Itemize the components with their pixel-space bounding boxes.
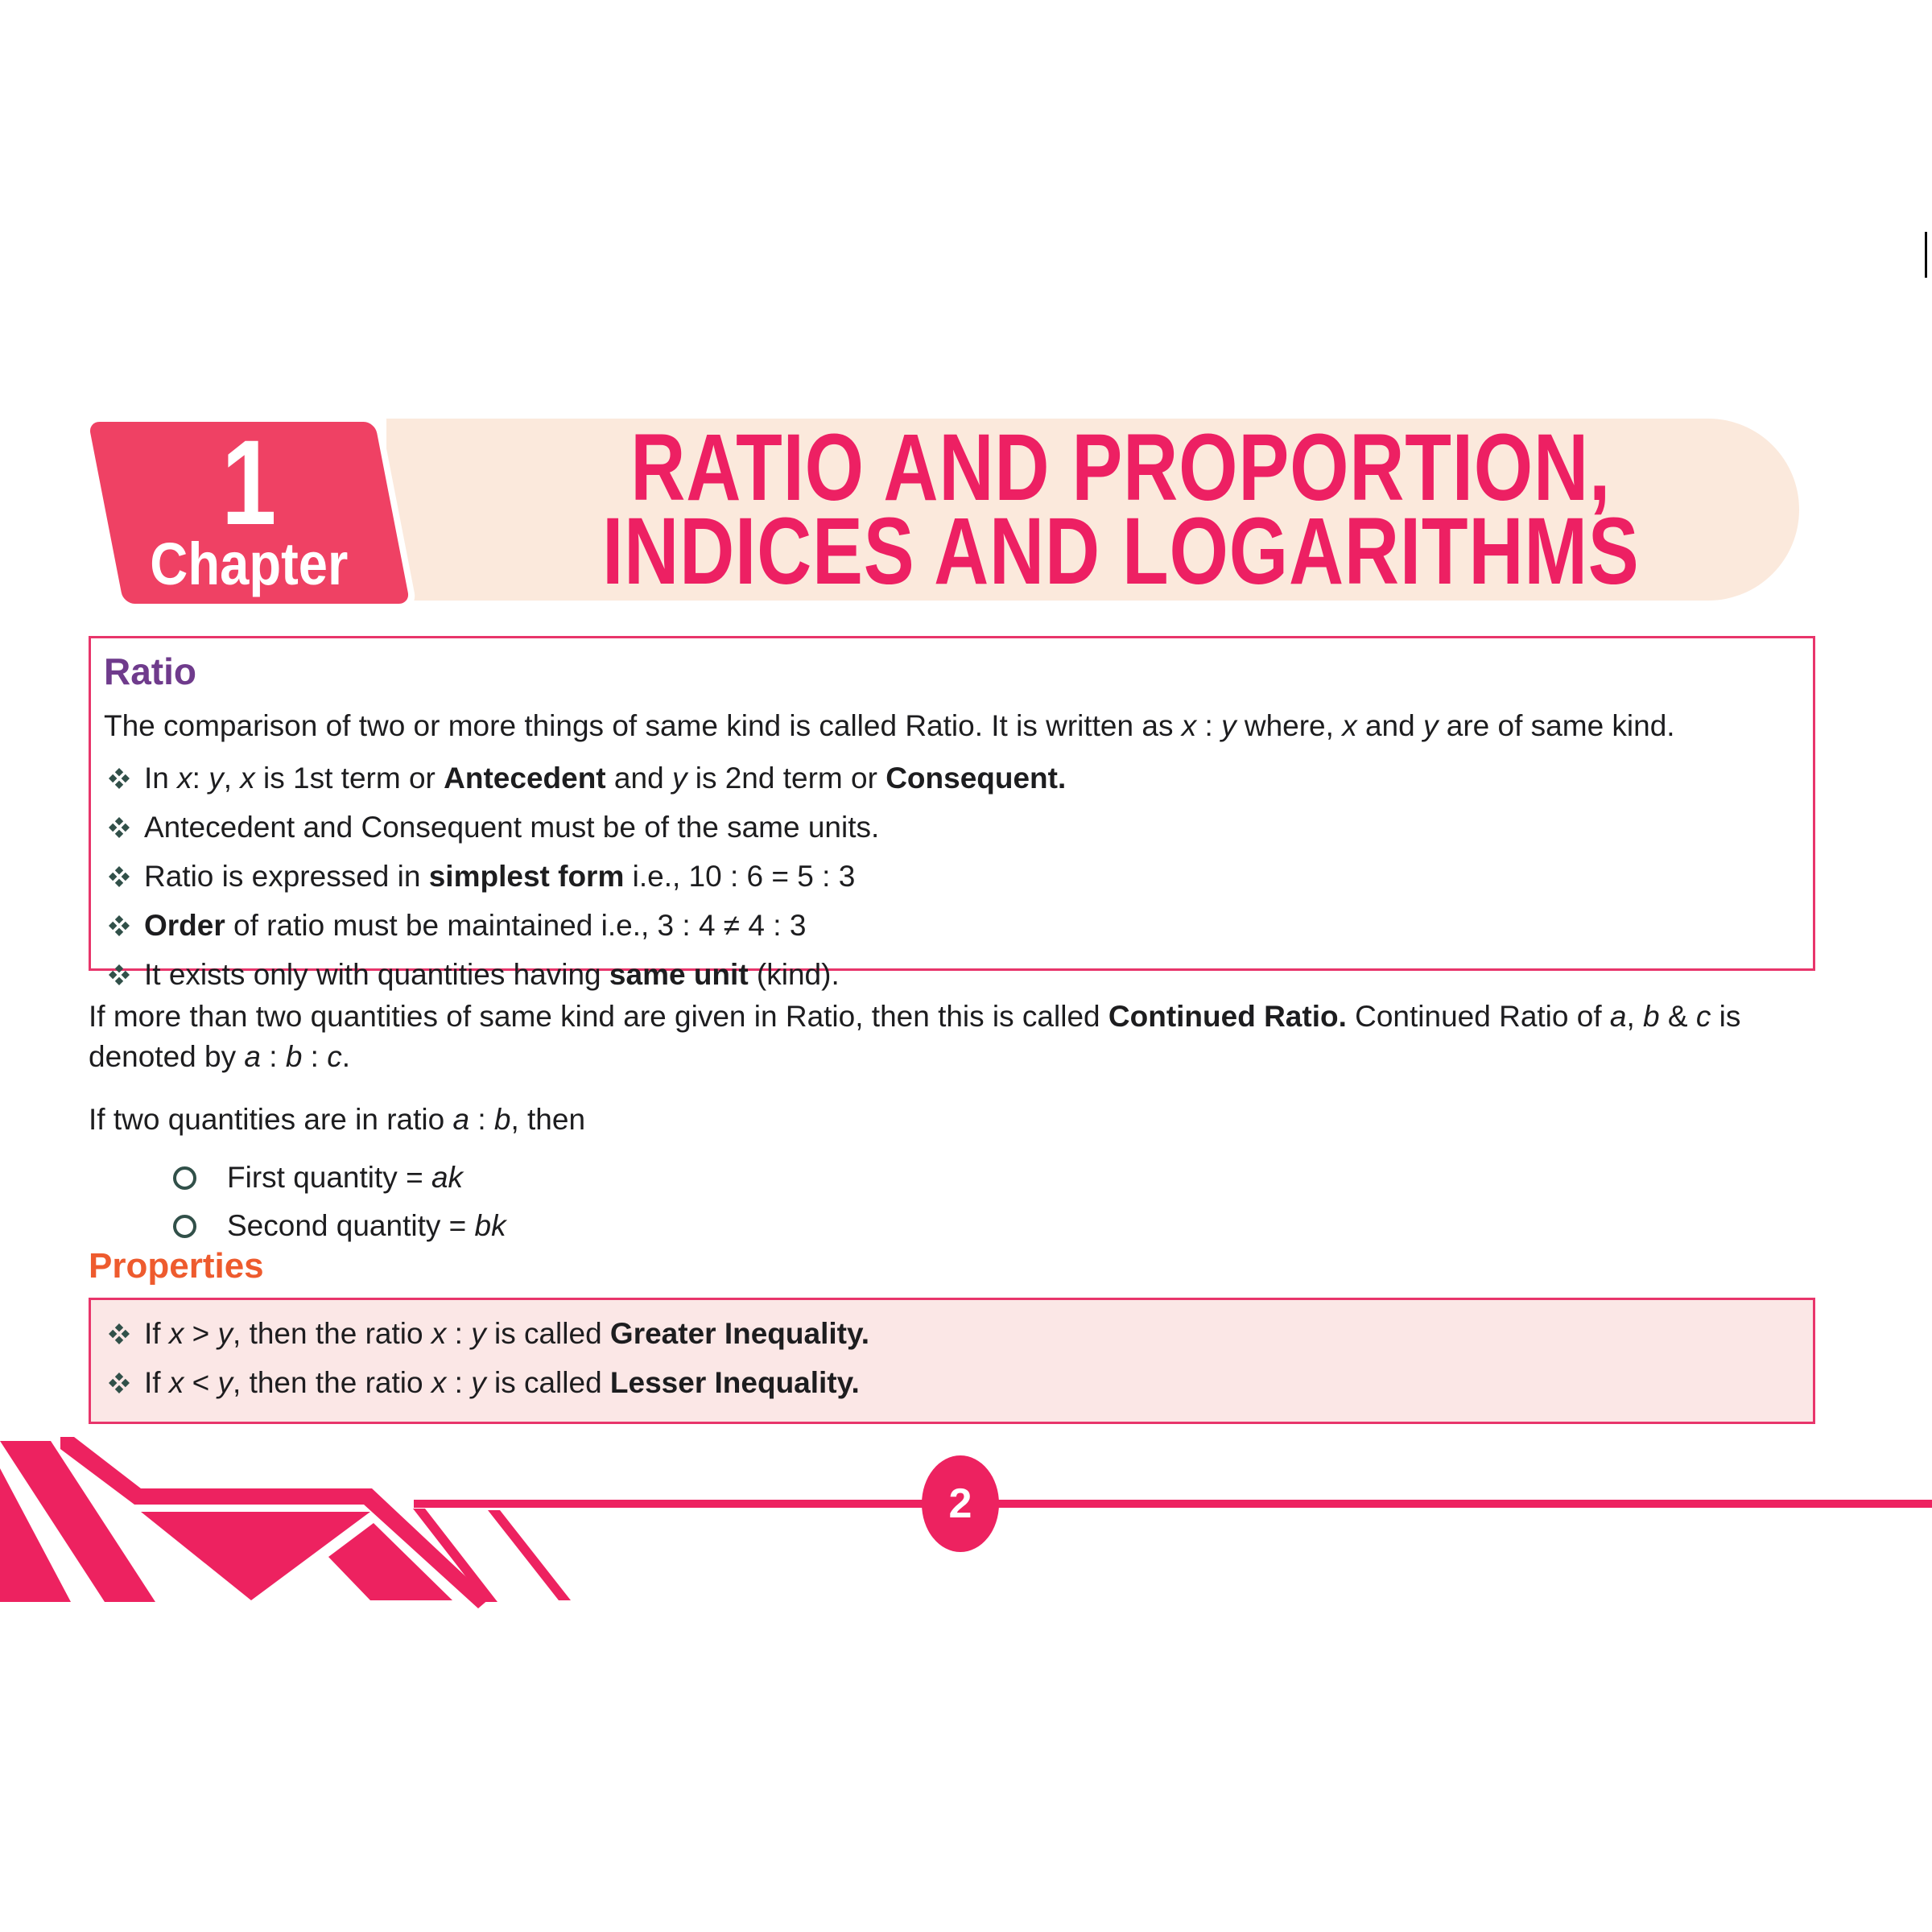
ratio-bullet-text: Ratio is expressed in simplest form i.e., 10 : 6 = 5 : 3 bbox=[144, 860, 856, 893]
crop-mark bbox=[1925, 232, 1927, 278]
ratio-bullet-row bbox=[109, 808, 1795, 847]
chapter-number: 1 bbox=[221, 415, 277, 550]
chapter-label: Chapter bbox=[150, 530, 349, 597]
sub-bullet-row bbox=[173, 1206, 506, 1246]
footer-rule-line bbox=[414, 1500, 1932, 1508]
ratio-bullet-text: It exists only with quantities having same unit (kind). bbox=[144, 958, 840, 991]
chapter-title-line2: INDICES AND LOGARITHMS bbox=[602, 498, 1640, 605]
diamond-bullet-icon bbox=[109, 768, 130, 789]
properties-bullet-row bbox=[109, 1315, 1795, 1353]
sub-bullet-text: First quantity = ak bbox=[227, 1161, 464, 1194]
diamond-bullet-icon bbox=[109, 915, 130, 936]
ring-bullet-icon bbox=[173, 1215, 196, 1238]
chapter-number-badge-inner bbox=[106, 415, 393, 604]
properties-heading: Properties bbox=[89, 1246, 264, 1286]
diamond-bullet-icon bbox=[109, 817, 130, 838]
properties-box bbox=[89, 1298, 1815, 1424]
decoration-thin-stroke bbox=[488, 1510, 571, 1600]
diamond-bullet-icon bbox=[109, 964, 130, 985]
properties-bullet-text: If x < y, then the ratio x : y is called Lesser Inequality. bbox=[144, 1366, 860, 1399]
chapter-title-line1: RATIO AND PROPORTION, bbox=[630, 415, 1612, 521]
ratio-definition-box bbox=[89, 636, 1815, 991]
corner-decoration bbox=[0, 1426, 580, 1610]
diamond-bullet-icon bbox=[109, 1373, 130, 1393]
page-number: 2 bbox=[948, 1480, 972, 1527]
sub-bullet-text: Second quantity = bk bbox=[227, 1209, 506, 1242]
ratio-bullet-text: Order of ratio must be maintained i.e., 3 : 4 ≠ 4 : 3 bbox=[144, 909, 807, 942]
ratio-lead-paragraph: If two quantities are in ratio a : b, then bbox=[89, 1103, 586, 1136]
chapter-number-badge bbox=[80, 415, 418, 610]
ratio-bullet-row bbox=[109, 759, 1795, 798]
chapter-title-banner bbox=[386, 415, 1799, 605]
ratio-heading: Ratio bbox=[104, 650, 196, 692]
ratio-bullet-row bbox=[109, 857, 1795, 896]
ratio-bullet-text: In x: y, x is 1st term or Antecedent and y is 2nd term or Consequent. bbox=[144, 762, 1067, 795]
ratio-bullet-row bbox=[109, 906, 1795, 945]
ring-bullet-icon bbox=[173, 1166, 196, 1190]
diamond-bullet-icon bbox=[109, 1323, 130, 1344]
sub-bullet-row bbox=[173, 1158, 463, 1198]
ratio-bullet-row bbox=[109, 956, 1795, 994]
diamond-bullet-icon bbox=[109, 866, 130, 887]
properties-bullet-row bbox=[109, 1364, 1795, 1402]
ratio-intro-paragraph: The comparison of two or more things of same kind is called Ratio. It is written as x : y where, x and y are of same kind. bbox=[104, 709, 1675, 742]
continued-ratio-paragraph: If more than two quantities of same kind are given in Ratio, then this is called Continued Ratio. Continued Ratio of a, b & c is denoted by a : b : c. bbox=[89, 1000, 1741, 1073]
ratio-bullet-text: Antecedent and Consequent must be of the same units. bbox=[144, 811, 880, 844]
page-number-badge bbox=[922, 1455, 999, 1552]
properties-bullet-text: If x > y, then the ratio x : y is called Greater Inequality. bbox=[144, 1317, 870, 1350]
